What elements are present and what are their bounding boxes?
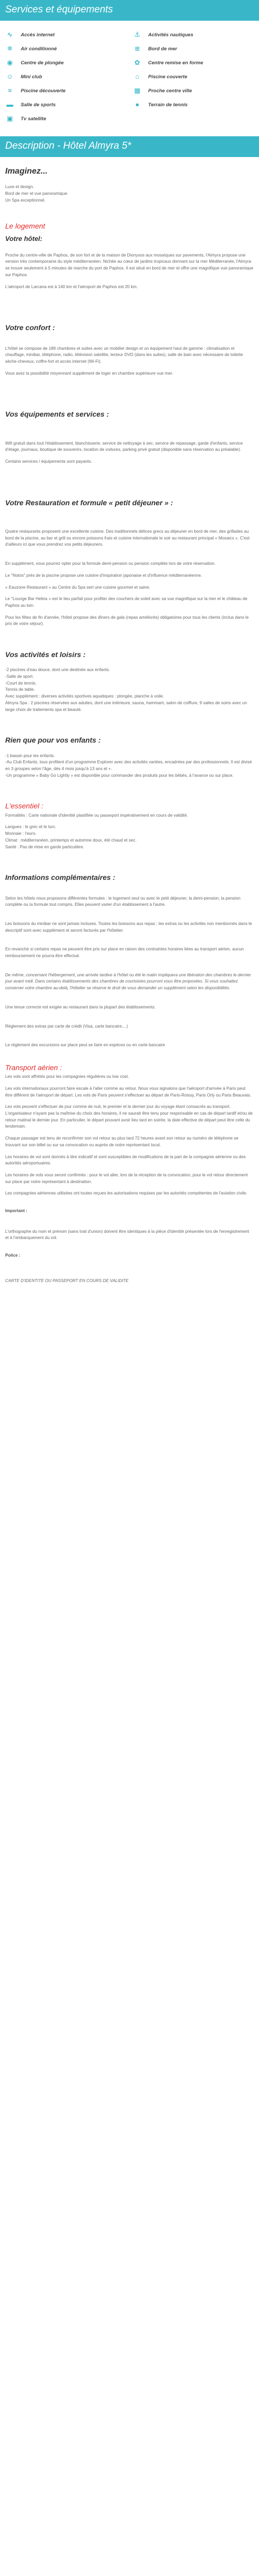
confort-heading: Votre confort : [5, 323, 55, 332]
activites-paragraph: -2 piscines d'eau douce, dont une destinée aux enfants. -Salle de sport. -Court de tennis. Tennis de table. Avec supplément : diverses activités sportives aquatiques : plongée, planche à voile. Almyra Spa : 2 piscines réservées aux adultes, dont une intérieure, sauna, hammam, salon de coiffure, 9 salles de soins avec un large choix de traitements spa et beauté. [5, 667, 247, 712]
equipment-item [5, 84, 109, 98]
equipment-label: Bord de mer [148, 46, 177, 52]
enfants-heading: Rien que pour vos enfants : [5, 736, 101, 745]
hotel-subheading: Votre hôtel: [5, 234, 42, 243]
important-label: Important : [5, 1208, 27, 1214]
indoor-pool-icon: ⌂ [135, 73, 139, 81]
equipment-label: Piscine découverte [21, 88, 66, 94]
diving-icon: ◉ [7, 59, 13, 67]
restauration-paragraph: « Eauzone Restaurant » au Centre du Spa sert une cuisine gourmet et saine. [5, 585, 150, 590]
equipment-item [5, 42, 109, 56]
services-banner: Services et équipements [0, 0, 259, 21]
equipment-column-right [133, 28, 247, 126]
infos-paragraph: En revanche si certains repas ne peuvent être pris sur place en raison des contraintes horaires liées au transport aérien, aucun remboursement ne pourra être effectué. [5, 947, 244, 959]
services-heading: Vos équipements et services : [5, 410, 109, 419]
equipment-grid [0, 21, 259, 129]
kids-icon: ☺ [6, 73, 13, 81]
restauration-paragraph: Le "Notos" près de la piscine propose une cuisine d'inspiration japonaise et d'influence méditerranéenne. [5, 573, 202, 578]
equipment-column-left [5, 28, 109, 126]
infos-paragraph: Selon les hôtels nous proposons différentes formules : le logement seul ou avec le petit déjeuner, la demi-pension, la pension complète ou la formule tout compris. Elles peuvent varier d'un établissement à l'autre. [5, 895, 241, 907]
restauration-paragraph: Le "Lounge Bar Helios » est le lieu parfait pour profiter des couchers de soleil avec sa vue magnifique sur la mer et le château de Paphos au loin. [5, 596, 248, 608]
snowflake-icon: ❄ [7, 45, 13, 53]
equipment-label: Tv satellite [21, 116, 47, 122]
transport-heading: Transport aérien : [5, 1063, 62, 1072]
equipment-item [5, 28, 109, 42]
equipment-item [133, 98, 247, 112]
equipment-item [133, 84, 247, 98]
city-icon: ▦ [134, 87, 141, 95]
enfants-paragraph: -1 bassin pour les enfants. -Au Club Enfants, tous profitent d'un programme Explorer avec des activités variées, encadrées par des professionnels. Il est divisé en 3 groupes selon l'âge, dès 4 mois jusqu'à 13 ans et +. -Un programme « Baby Go Lightly » est disponible pour commander des produits pour les bébés, à l'avance ou sur place. [5, 753, 252, 778]
equipment-label: Centre de plongée [21, 60, 64, 66]
description-content [0, 157, 259, 1289]
equipment-label: Centre remise en forme [148, 60, 204, 66]
restauration-heading: Votre Restauration et formule « petit déjeuner » : [5, 498, 173, 507]
infos-paragraph: De même, concernant l'hébergement, une arrivée tardive à l'hôtel ou été le matin impliquera une libération des chambres le dernier jour avant midi. Dans certains établissements des chambres de courtoisies pourront vous être proposées. Si vous souhaitez conserver votre chambre au-delà, l'hôtelier se réserve le droit de vous demander un supplément selon les disponibilités. [5, 972, 251, 991]
equipment-item [5, 56, 109, 70]
equipment-item [133, 28, 247, 42]
equipment-label: Salle de sports [21, 102, 56, 108]
equipment-label: Accès internet [21, 32, 55, 38]
equipment-item [133, 56, 247, 70]
restauration-paragraph: En supplément, vous pourrez opter pour la formule demi-pension ou pension complète lors de votre réservation. [5, 561, 215, 566]
transport-paragraph: Chaque passager est tenu de reconfirmer son vol retour au plus tard 72 heures avant son retour au numéro de téléphone se trouvant sur son billet ou sur sa convocation ou auprès de notre représentant local. [5, 1136, 239, 1147]
transport-paragraph: Les vols sont affrétés pour les compagnies régulières ou low cost. [5, 1074, 129, 1079]
intro-line: Un Spa exceptionnel. [5, 198, 46, 203]
hotel-paragraph: Proche du centre-ville de Paphos, de son fort et de la maison de Dionysos aux mosaïques sur pavements, l'Almyra propose une version très contemporaine du style méditerranéen. Nichée au cœur de jardins tropicaux donnant sur la mer Méditerranée, l'Almyra se trouve seulement à 5 minutes de marche du port de Paphos. Il est situé en bord de mer et offre une magnifique vue panoramique sur Paphos. [5, 252, 254, 277]
transport-paragraph: Les compagnies aériennes utilisées ont toutes reçues les autorisations requises par les autorités compétentes de l'aviation civile. [5, 1191, 248, 1196]
spa-icon: ✿ [134, 59, 140, 67]
tennis-icon: ● [135, 101, 139, 109]
intro-heading: Imaginez... [5, 167, 48, 176]
equipment-item [5, 98, 109, 112]
description-banner: Description - Hôtel Almyra 5* [0, 136, 259, 157]
infos-paragraph: Le règlement des excursions sur place peut se faire en espèces ou en carte bancaire [5, 1043, 165, 1048]
restauration-paragraph: Pour les fêtes de fin d'année, l'hôtel propose des dîners de gala (repas améliorés) obligatoires pour tous les clients (inclus dans le prix de votre séjour). [5, 615, 249, 627]
tv-icon: ▣ [6, 115, 13, 123]
police-paragraph: CARTE D'IDENTITE OU PASSEPORT EN COURS DE VALIDITE [5, 1278, 129, 1284]
essentiel-heading: L'essentiel : [5, 802, 44, 810]
equipment-item [133, 70, 247, 84]
essentiel-paragraph: Langues : le grec et le turc. Monnaie : l'euro. Climat : méditerranéen, printemps et automne doux, été chaud et sec. Santé : Pas de mise en garde particulière. [5, 824, 137, 849]
infos-paragraph: Les boissons du minibar ne sont jamais incluses. Toutes les boissons aux repas ; les extras ou les activités non mentionnés dans le descriptif sont avec supplément et seront facturés par l'hôtelier. [5, 921, 252, 933]
services-paragraph: Wifi gratuit dans tout l'établissement, blanchisserie, service de nettoyage à sec, service de repassage, garde d'enfants, service d'étage, journaux, boutique de souvenirs, location de voitures, parking privé gratuit (disponible sans réservation au préalable). [5, 440, 243, 452]
transport-paragraph: Les vols internationaux pourront faire escale à l'aller comme au retour. Nous vous signalons que l'aéroport d'arrivée à Paris peut être différent de l'aéroport de départ. Les vols de Paris peuvent s'effectuer au départ de Paris-Roissy, Paris Orly ou Paris Beauvais. [5, 1086, 252, 1098]
logement-heading: Le logement [5, 221, 46, 230]
waves-icon: ≋ [134, 45, 140, 53]
equipment-label: Terrain de tennis [148, 102, 188, 108]
wifi-icon: ∿ [7, 31, 13, 39]
formalites-paragraph: Formalités : Carte nationale d'identité plastifiée ou passeport impérativement en cours de validité. [5, 813, 188, 818]
intro-line: Bord de mer et vue panoramique. [5, 191, 68, 196]
pool-icon: ≈ [8, 87, 12, 95]
restauration-paragraph: Quatre restaurants proposent une excellente cuisine. Des traditionnels délices grecs au déjeuner en bord de mer, des grillades au bord de la piscine, au bar et grill ou encore poissons frais et cuisine internationale le soir au restaurant principal « Mosaics ». C'est d'ailleurs ici que vous prendrez vos petits déjeuners. [5, 529, 250, 547]
equipment-label: Piscine couverte [148, 74, 188, 80]
equipment-item [5, 112, 109, 126]
equipment-label: Activités nautiques [148, 32, 194, 38]
services-paid-paragraph: Certains services / équipements sont payants. [5, 459, 92, 464]
equipment-item [5, 70, 109, 84]
police-label: Police : [5, 1253, 21, 1258]
intro-line: Luxe et design. [5, 184, 34, 190]
confort-paragraph: L'hôtel se compose de 189 chambres et suites avec un mobilier design et un équipement haut de gamme : climatisation et chauffage, minibar, téléphone, radio, télévision satellite, lecteur DVD (dans les suites), salle de bain avec nécessaire de toilette sèche-cheveux, coffre-fort et accès internet (Wi-Fi). [5, 346, 243, 364]
equipment-label: Mini club [21, 74, 42, 80]
transport-paragraph: Les horaires de vol sont donnés à titre indicatif et sont susceptibles de modifications de la part de la compagnie aérienne ou des autorités aéroportuaires. [5, 1154, 246, 1166]
equipment-label: Air conditionné [21, 46, 57, 52]
equipment-label: Proche centre ville [148, 88, 192, 94]
activites-heading: Vos activités et loisirs : [5, 650, 86, 659]
confort-upgrade-paragraph: Vous avez la possibilité moyennant supplément de loger en chambre supérieure vue mer. [5, 371, 174, 376]
infos-paragraph: Règlement des extras par carte de crédit (Visa, carte bancaire,...) [5, 1023, 128, 1029]
equipment-item [133, 42, 247, 56]
boat-icon: ⚓ [134, 31, 140, 39]
dumbbell-icon: ▬ [6, 101, 13, 109]
transport-paragraph: Les vols peuvent s'effectuer de jour comme de nuit, le premier et le dernier jour du voyage étant consacrés au transport. L'organisateur n'ayant pas la maîtrise du choix des horaires, il ne saurait être tenu pour responsable en cas de départ tardif et/ou de retour matinal le dernier jour. En particulier, le départ pouvant avoir lieu tard en soirée, la date effective de départ peut être celle du lendemain. [5, 1104, 253, 1129]
infos-paragraph: Une tenue correcte est exigée au restaurant dans la plupart des établissements. [5, 1004, 156, 1009]
transport-paragraph: Les horaires de vols vous seront confirmés : pour le vol aller, lors de la réception de la convocation, pour le vol retour directement sur place par notre représentant à destination. [5, 1172, 248, 1184]
airport-paragraph: L'aéroport de Larcana est à 140 km et l'aéroport de Paphos est 20 km. [5, 284, 138, 289]
infos-heading: Informations complémentaires : [5, 873, 116, 882]
important-paragraph: L'orthographe du nom et prénom (sans trait d'union) doivent être identiques à la pièce d'identité présentée lors de l'enregistrement et à l'embarquement du vol. [5, 1229, 249, 1241]
